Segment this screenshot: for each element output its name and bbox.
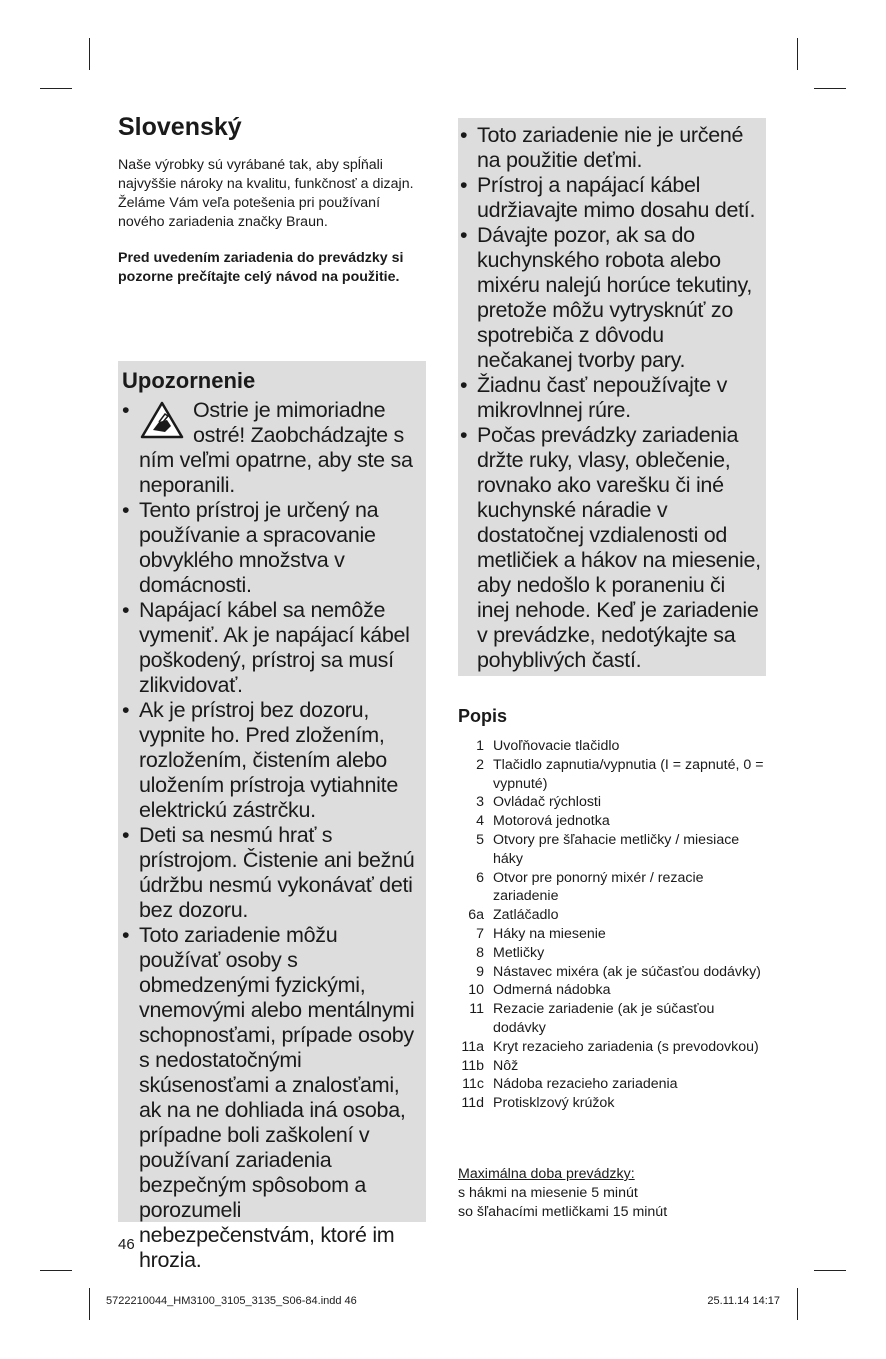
list-item: • Prístroj a napájací kábel udržiavajte mimo dosahu detí. [460,173,756,222]
max-operation-time [458,1165,778,1222]
safety-item-text: Dávajte pozor, ak sa do kuchynského robota alebo mixéru nalejú horúce tekutiny, pretože môžu vytrysknúť zo spotrebiča z dôvodu nečakanej tvorby pary. [477,223,753,372]
part-number: 8 [476,944,484,961]
part-row [458,812,768,831]
list-item: • Dávajte pozor, ak sa do kuchynského robota alebo mixéru nalejú horúce tekutiny, pretože môžu vytrysknúť zo spotrebiča z dôvodu nečakanej tvorby pary. [460,223,753,372]
part-number: 10 [468,982,484,999]
crop-mark [40,1270,72,1271]
part-number: 11d [461,1095,484,1112]
list-item: • Deti sa nesmú hrať s prístrojom. Čistenie ani bežnú údržbu nesmú vykonávať deti bez dozoru. [122,823,415,922]
part-label: Nástavec mixéra (ak je súčasťou dodávky) [493,963,761,980]
page-number: 46 [118,1236,135,1253]
list-item: • Toto zariadenie nie je určené na použitie deťmi. [460,123,744,172]
part-label: Nôž [493,1057,519,1074]
language-title: Slovenský [118,113,242,141]
warning-list [118,398,426,1273]
part-number: 3 [476,794,484,811]
part-row [458,737,768,756]
part-row [458,1075,768,1094]
max-operation-heading: Maximálna doba prevádzky: [458,1166,635,1182]
list-item: • Počas prevádzky zariadenia držte ruky, vlasy, oblečenie, rovnako ako varešku či iné kuchynské náradie v dostatočnej vzdialenosti od metličiek a hákov na miesenie, aby nedošlo k poraneniu či inej nehode. Keď je zariadenie v prevádzke, nedotýkajte sa pohyblivých častí. [460,423,761,672]
part-number: 5 [476,831,484,848]
crop-mark [89,38,90,70]
part-number: 6a [468,907,484,924]
part-number: 4 [476,813,484,830]
part-number: 9 [476,963,484,980]
part-row [458,793,768,812]
hand-blade-warning-icon [139,400,185,440]
intro-text: Naše výrobky sú vyrábané tak, aby spĺňali najvyššie nároky na kvalitu, funkčnosť a dizajn. Želáme Vám veľa potešenia pri používaní nového zariadenia značky Braun. [118,157,414,230]
safety-item-text: Toto zariadenie nie je určené na použitie deťmi. [477,123,744,172]
part-label: Ovládač rýchlosti [493,794,602,811]
part-row [458,756,768,794]
max-operation-line: s hákmi na miesenie 5 minút [458,1185,638,1201]
part-number: 7 [476,925,484,942]
part-number: 2 [476,756,484,773]
max-operation-line: so šľahacími metličkami 15 minút [458,1204,668,1220]
safety-box [458,118,766,676]
list-item: • Ak je prístroj bez dozoru, vypnite ho. Pred zložením, rozložením, čistením alebo uložením prístroja vytiahnite elektrickú zástrčku. [122,698,398,822]
list-item: • Toto zariadenie môžu používať osoby s obmedzenými fyzickými, vnemovými alebo mentálnymi schopnosťami, prípade osoby s nedostatočnými skúsenosťami a znalosťami, ak na ne dohliada iná osoba, prípadne boli zaškolení v používaní zariadenia bezpečným spôsobom a porozumeli nebezpečenstvám, ktoré im hrozia. [122,923,415,1272]
part-label: Nádoba rezacieho zariadenia [493,1076,678,1093]
safety-item-text: Žiadnu časť nepoužívajte v mikrovlnnej rúre. [477,373,728,422]
intro-section [118,112,426,287]
part-row [458,869,768,907]
footer-filename: 5722210044_HM3100_3105_3135_S06-84.indd 46 [106,1295,357,1307]
safety-item-text: Počas prevádzky zariadenia držte ruky, vlasy, oblečenie, rovnako ako varešku či iné kuchynské náradie v dostatočnej vzdialenosti od metličiek a hákov na miesenie, aby nedošlo k poraneniu či inej nehode. Keď je zariadenie v prevádzke, nedotýkajte sa pohyblivých častí. [477,423,761,672]
part-label: Motorová jednotka [493,813,610,830]
part-row [458,1038,768,1057]
part-label: Háky na miesenie [493,925,606,942]
part-number: 1 [476,738,484,754]
part-label: Zatláčadlo [493,907,559,924]
part-row [458,906,768,925]
part-number: 11b [461,1057,484,1074]
part-label: Kryt rezacieho zariadenia (s prevodovkou) [493,1038,759,1055]
intro-bold-text: Pred uvedením zariadenia do prevádzky si pozorne prečítajte celý návod na použitie. [118,250,404,285]
warning-item-text: Deti sa nesmú hrať s prístrojom. Čistenie ani bežnú údržbu nesmú vykonávať deti bez dozoru. [139,823,415,922]
crop-mark [40,88,72,89]
list-item: • Napájací kábel sa nemôže vymeniť. Ak je napájací kábel poškodený, prístroj sa musí zlikvidovať. [122,598,410,697]
part-label: Uvoľňovacie tlačidlo [493,738,620,754]
safety-list [458,118,766,673]
part-label: Protisklzový krúžok [493,1095,615,1112]
part-label: Tlačidlo zapnutia/vypnutia (I = zapnuté, 0 = vypnuté) [493,756,764,792]
part-row [458,1057,768,1076]
part-row [458,831,768,869]
list-item: • Ostrie je mimoriadne ostré! Zaobchádzajte s ním veľmi opatrne, aby ste sa neporanili. [122,398,413,497]
warning-item-text: Toto zariadenie môžu používať osoby s obmedzenými fyzickými, vnemovými alebo mentálnymi schopnosťami, prípade osoby s nedostatočnými skúsenosťami a znalosťami, ak na ne dohliada iná osoba, prípadne boli zaškolení v používaní zariadenia bezpečným spôsobom a porozumeli nebezpečenstvám, ktoré im hrozia. [139,923,415,1272]
crop-mark [797,38,798,70]
section-title: Popis [458,706,508,726]
crop-mark [797,1288,798,1320]
part-row [458,981,768,1000]
part-number: 11c [462,1076,484,1093]
part-label: Otvor pre ponorný mixér / rezacie zariadenie [493,869,704,905]
warning-item-text: Napájací kábel sa nemôže vymeniť. Ak je napájací kábel poškodený, prístroj sa musí zlikvidovať. [139,598,410,697]
warning-title: Upozornenie [122,368,256,393]
parts-description [458,706,768,1113]
footer-date: 25.11.14 14:17 [707,1295,780,1307]
part-label: Odmerná nádobka [493,982,611,999]
crop-mark [814,1270,846,1271]
safety-item-text: Prístroj a napájací kábel udržiavajte mimo dosahu detí. [477,173,756,222]
list-item: • Tento prístroj je určený na používanie a spracovanie obvyklého množstva v domácnosti. [122,498,379,597]
part-number: 11 [469,1001,484,1018]
warning-item-text: Tento prístroj je určený na používanie a spracovanie obvyklého množstva v domácnosti. [139,498,379,597]
part-row [458,925,768,944]
warning-item-text: Ak je prístroj bez dozoru, vypnite ho. Pred zložením, rozložením, čistením alebo uložením prístroja vytiahnite elektrickú zástrčku. [139,698,398,822]
part-number: 6 [476,869,484,886]
part-label: Rezacie zariadenie (ak je súčasťou dodávky [493,1001,715,1036]
parts-list [458,737,768,1113]
part-row [458,1094,768,1113]
part-row [458,1000,768,1038]
crop-mark [814,88,846,89]
part-label: Metličky [493,944,545,961]
warning-item-text: Ostrie je mimoriadne ostré! Zaobchádzajte s ním veľmi opatrne, aby ste sa neporanili. [139,398,413,497]
crop-mark [89,1288,90,1320]
part-number: 11a [461,1038,484,1055]
part-row [458,944,768,963]
part-row [458,963,768,982]
list-item: • Žiadnu časť nepoužívajte v mikrovlnnej rúre. [460,373,728,422]
part-label: Otvory pre šľahacie metličky / miesiace háky [493,831,740,867]
